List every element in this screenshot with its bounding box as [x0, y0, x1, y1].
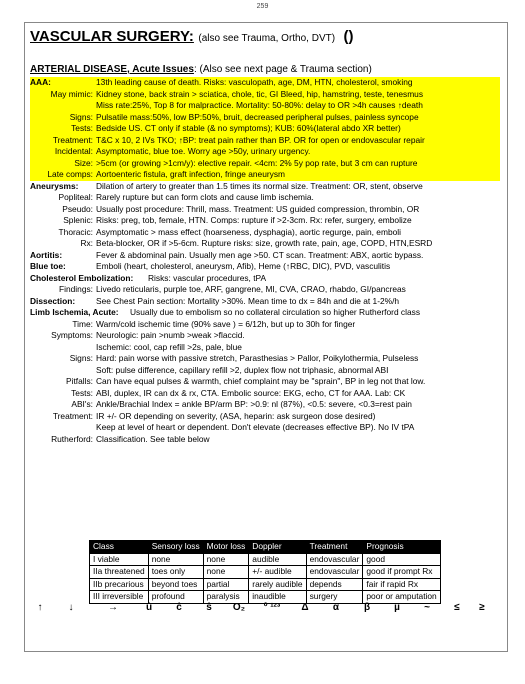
content-line [30, 238, 500, 250]
symbol-glyph: β [363, 602, 371, 613]
line-label: Time: [72, 318, 93, 329]
table-header-row [90, 541, 441, 554]
content-line [30, 215, 500, 227]
line-label: Size: [74, 157, 93, 168]
line-text: Asymptomatic, blue toe. Worry age >50y, urinary urgency. [96, 146, 311, 156]
symbol-row [30, 602, 500, 613]
line-text: Usually post procedure: Thrill, mass. Treatment: US guided compression, thrombin, OR [96, 203, 420, 214]
content-line [30, 273, 500, 285]
line-label: Aneurysms: [30, 180, 79, 191]
line-text: Dilation of artery to greater than 1.5 times its normal size. Treatment: OR, stent, observe [96, 180, 423, 191]
table-cell: Treatment [306, 541, 363, 554]
line-label: Popliteal: [58, 192, 93, 202]
line-text: See Chest Pain section: Mortality >30%. Mean time to dx = 84h and die at 1-2%/h [96, 295, 400, 306]
line-label: Aortitis: [30, 249, 63, 260]
line-label [30, 342, 96, 354]
line-text: Ankle/Brachial Index = ankle BP/arm BP: >0.9: nl (87%), <0.5: severe, <0.3=rest pain [96, 399, 412, 409]
table-cell: good if prompt Rx [363, 566, 440, 579]
line-label: ABI's: [71, 399, 93, 409]
content-line [30, 123, 500, 135]
line-label: Rx: [80, 238, 93, 248]
symbol-glyph: µ [394, 602, 400, 613]
symbol-glyph: ≥ [479, 602, 485, 613]
symbol-glyph: ↓ [68, 602, 74, 613]
line-text: Warm/cold ischemic time (90% save ) = 6/12h, but up to 30h for finger [96, 318, 356, 329]
line-label [30, 422, 96, 434]
line-label: Splenic: [63, 215, 93, 225]
table-row [90, 578, 441, 591]
table-cell: Doppler [249, 541, 306, 554]
symbol-glyph: → [108, 602, 118, 613]
content-line [30, 181, 500, 193]
line-text: Soft: pulse difference, capillary refill >2, duplex flow not triphasic, abnormal ABI [96, 364, 389, 375]
content-line [30, 319, 500, 331]
table-cell: inaudible [249, 591, 306, 604]
line-text: Beta-blocker, OR if >5-6cm. Rupture risks: size, growth rate, pain, age, COPD, HTN,ESRD [96, 238, 433, 248]
table-cell: depends [306, 578, 363, 591]
line-label: Findings: [59, 284, 93, 294]
line-label: Blue toe: [30, 261, 66, 271]
line-text: Asymptomatic > mass effect (hoarseness, dysphagia), aortic regurge, pain, emboli [96, 226, 401, 237]
table-cell: toes only [148, 566, 203, 579]
line-text: >5cm (or growing >1cm/y): elective repair. <4cm: 2% 5y pop rate, but 3 cm can rupture [96, 157, 418, 168]
content-line [30, 296, 500, 308]
line-text: Hard: pain worse with passive stretch, Parasthesias > Pallor, Poikylothermia, Pulseless [96, 353, 419, 363]
line-text: IR +/- OR depending on severity, (ASA, heparin: ask surgeon dose desired) [96, 410, 376, 421]
table-cell: Motor loss [203, 541, 249, 554]
page-title: VASCULAR SURGERY: [30, 28, 194, 45]
symbol-glyph: ~ [424, 602, 430, 613]
line-text: T&C x 10, 2 IVs TKO; ↑BP: treat pain rather than BP. OR for open or endovascular repair [96, 134, 425, 145]
table-row [90, 566, 441, 579]
table-cell: IIa threatened [90, 566, 149, 579]
table-cell: poor or amputation [363, 591, 440, 604]
table-cell: I viable [90, 553, 149, 566]
table-cell: +/- audible [249, 566, 306, 579]
section-note: : (Also see next page & Trauma section) [193, 64, 372, 75]
line-text: Can have equal pulses & warmth, chief complaint may be "sprain", BP in leg not that low. [96, 376, 426, 386]
line-label: Signs: [69, 111, 93, 122]
content-line [30, 146, 500, 158]
table-cell: Sensory loss [148, 541, 203, 554]
table-cell: beyond toes [148, 578, 203, 591]
symbol-glyph: O₂ [232, 602, 246, 613]
line-label: Symptoms: [51, 330, 93, 340]
content-lines [30, 77, 500, 445]
line-label: Pitfalls: [66, 376, 93, 386]
table-cell: Class [90, 541, 149, 554]
line-label: Thoracic: [58, 226, 93, 237]
table-row [90, 553, 441, 566]
line-text: Usually due to embolism so no collateral circulation so higher Rutherford class [130, 307, 421, 317]
content-line [30, 192, 500, 204]
content-line [30, 284, 500, 296]
section-heading [30, 64, 372, 75]
line-text: Neurologic: pain >numb >weak >flaccid. [96, 330, 245, 340]
content-line [30, 330, 500, 342]
line-text: Livedo reticularis, purple toe, ARF, gangrene, MI, CVA, CRAO, rhabdo, GI/pancreas [96, 284, 406, 294]
content-line [30, 422, 500, 434]
line-text: Keep at level of heart or dependent. Don't elevate (decreases effective BP). No IV tPA [96, 422, 415, 432]
content-line [30, 434, 500, 446]
line-label: Pseudo: [62, 203, 93, 214]
content-line [30, 169, 500, 181]
page-number: 259 [256, 3, 269, 10]
content-line [30, 411, 500, 423]
table-cell: none [203, 566, 249, 579]
content-line [30, 100, 500, 112]
line-text: Risks: vascular procedures, tPA [148, 272, 267, 283]
line-text: ABI, duplex, IR can dx & rx, CTA. Embolic source: EKG, echo, CT for AAA. Lab: CK [96, 387, 406, 398]
section-title: ARTERIAL DISEASE, Acute Issues [30, 64, 194, 75]
line-text: 13th leading cause of death. Risks: vasculopath, age, DM, HTN, cholesterol, smoking [96, 77, 413, 87]
content-line [30, 204, 500, 216]
line-text: Bedside US. CT only if stable (& no symptoms); KUB: 60%(lateral abdo XR better) [96, 123, 401, 133]
content-line [30, 158, 500, 170]
line-label: Incidental: [54, 146, 93, 156]
table-cell: profound [148, 591, 203, 604]
line-text: Rarely rupture but can form clots and cause limb ischemia. [96, 192, 314, 202]
line-label: Limb Ischemia, Acute: [30, 307, 119, 317]
table-cell: rarely audible [249, 578, 306, 591]
line-text: Aortoenteric fistula, graft infection, fringe aneurysm [96, 169, 285, 179]
table-cell: paralysis [203, 591, 249, 604]
rutherford-table [89, 540, 441, 604]
table-cell: fair if rapid Rx [363, 578, 440, 591]
line-label: Tests: [71, 123, 93, 133]
content-line [30, 112, 500, 124]
content-line [30, 365, 500, 377]
line-text: Pulsatile mass:50%, low BP:50%, bruit, decreased peripheral pulses, painless syncope [96, 111, 419, 122]
content-line [30, 353, 500, 365]
symbol-glyph: ↑ [37, 602, 43, 613]
line-label: Signs: [69, 353, 93, 363]
line-label: Late comps: [47, 169, 93, 179]
line-label: Rutherford: [51, 433, 93, 444]
table-cell: audible [249, 553, 306, 566]
content-line [30, 376, 500, 388]
symbol-glyph: ĉ [176, 602, 182, 613]
content-line [30, 135, 500, 147]
symbol-glyph: Δ [301, 602, 309, 613]
line-text: Risks: preg, tob, female, HTN. Comps: rupture if >2-3cm. Rx: refer, surgery, embolize [96, 215, 412, 225]
table-cell: endovascular [306, 553, 363, 566]
content-line [30, 227, 500, 239]
content-line [30, 89, 500, 101]
line-text: Miss rate:25%, Top 8 for malpractice. Mortality: 50-80%: delay to OR >4h causes ↑death [96, 100, 423, 110]
page-subtitle: (also see Trauma, Ortho, DVT) [198, 33, 336, 44]
line-label: Treatment: [52, 134, 93, 145]
symbol-glyph: α [332, 602, 340, 613]
table-cell: III irreversible [90, 591, 149, 604]
spine-icon: () [343, 28, 354, 45]
line-text: Ischemic: cool, cap refill >2s, pale, blue [96, 341, 242, 352]
page-header [30, 28, 354, 46]
line-label: Treatment: [52, 410, 93, 421]
line-label: May mimic: [50, 88, 93, 99]
symbol-glyph: º ¹²³ [263, 602, 281, 613]
line-label: Dissection: [30, 295, 76, 306]
table-cell: partial [203, 578, 249, 591]
table-cell: none [148, 553, 203, 566]
content-line [30, 388, 500, 400]
line-text: Classification. See table below [96, 433, 210, 444]
line-text: Emboli (heart, cholesterol, aneurysm, Afib), Heme (↑RBC, DIC), PVD, vasculitis [96, 261, 391, 271]
table-cell: IIb precarious [90, 578, 149, 591]
line-label [30, 365, 96, 377]
content-line [30, 77, 500, 89]
content-line [30, 307, 500, 319]
table-cell: good [363, 553, 440, 566]
table-cell: none [203, 553, 249, 566]
symbol-glyph: û [145, 602, 153, 613]
line-label: Tests: [71, 387, 93, 398]
table-cell: surgery [306, 591, 363, 604]
line-text: Fever & abdominal pain. Usually men age >50. CT scan. Treatment: ABX, aortic bypass. [96, 249, 424, 260]
table-cell: endovascular [306, 566, 363, 579]
content-line [30, 399, 500, 411]
line-label: Cholesterol Embolization: [30, 272, 134, 283]
symbol-glyph: ≤ [454, 602, 460, 613]
line-label [30, 100, 96, 112]
line-label: AAA: [30, 77, 51, 87]
content-line [30, 342, 500, 354]
table-cell: Prognosis [363, 541, 440, 554]
content-line [30, 250, 500, 262]
content-line [30, 261, 500, 273]
line-text: Kidney stone, back strain > sciatica, chole, tic, GI Bleed, hip, hamstring, teste, tenesmus [96, 88, 424, 99]
symbol-glyph: ŝ [206, 602, 212, 613]
